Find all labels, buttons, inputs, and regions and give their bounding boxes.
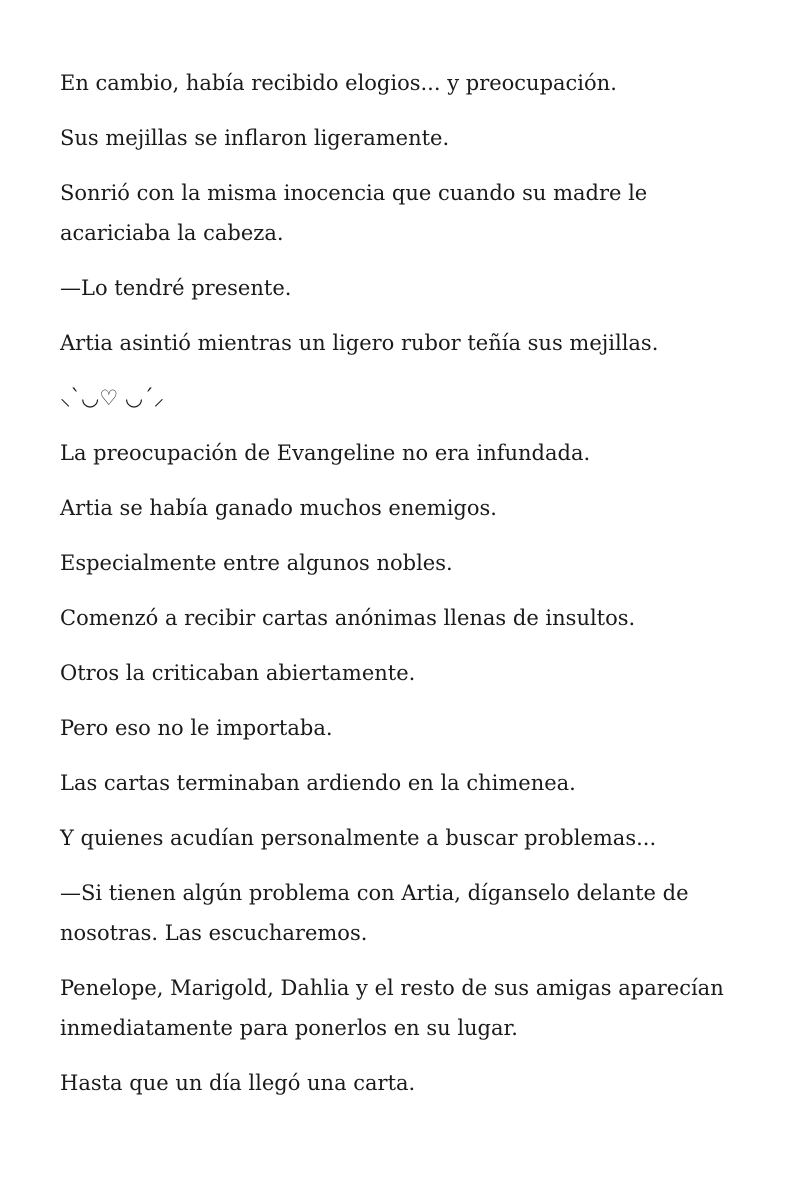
paragraph: En cambio, había recibido elogios... y preocupación.	[60, 71, 617, 95]
paragraph: —Lo tendré presente.	[60, 276, 292, 300]
paragraph: Hasta que un día llegó una carta.	[60, 1071, 416, 1095]
paragraph: Sus mejillas se inflaron ligeramente.	[60, 126, 450, 150]
paragraph: Y quienes acudían personalmente a buscar problemas...	[60, 826, 657, 850]
paragraph: Penelope, Marigold, Dahlia y el resto de sus amigas aparecían inmediatamente para ponerlos en su lugar.	[60, 976, 724, 1040]
paragraph: Las cartas terminaban ardiendo en la chimenea.	[60, 771, 576, 795]
paragraph: Especialmente entre algunos nobles.	[60, 551, 453, 575]
paragraph: Pero eso no le importaba.	[60, 716, 333, 740]
paragraph: Sonrió con la misma inocencia que cuando su madre le acariciaba la cabeza.	[60, 181, 648, 245]
paragraph: Artia asintió mientras un ligero rubor teñía sus mejillas.	[60, 331, 659, 355]
emoticon-divider: ⸜`◡♡ ◡´⸝	[60, 386, 165, 410]
paragraph: Comenzó a recibir cartas anónimas llenas de insultos.	[60, 606, 636, 630]
paragraph: —Si tienen algún problema con Artia, díganselo delante de nosotras. Las escucharemos.	[60, 881, 689, 945]
reader-page	[60, 63, 740, 1118]
paragraph: Artia se había ganado muchos enemigos.	[60, 496, 497, 520]
paragraph: Otros la criticaban abiertamente.	[60, 661, 416, 685]
paragraph: La preocupación de Evangeline no era infundada.	[60, 441, 591, 465]
